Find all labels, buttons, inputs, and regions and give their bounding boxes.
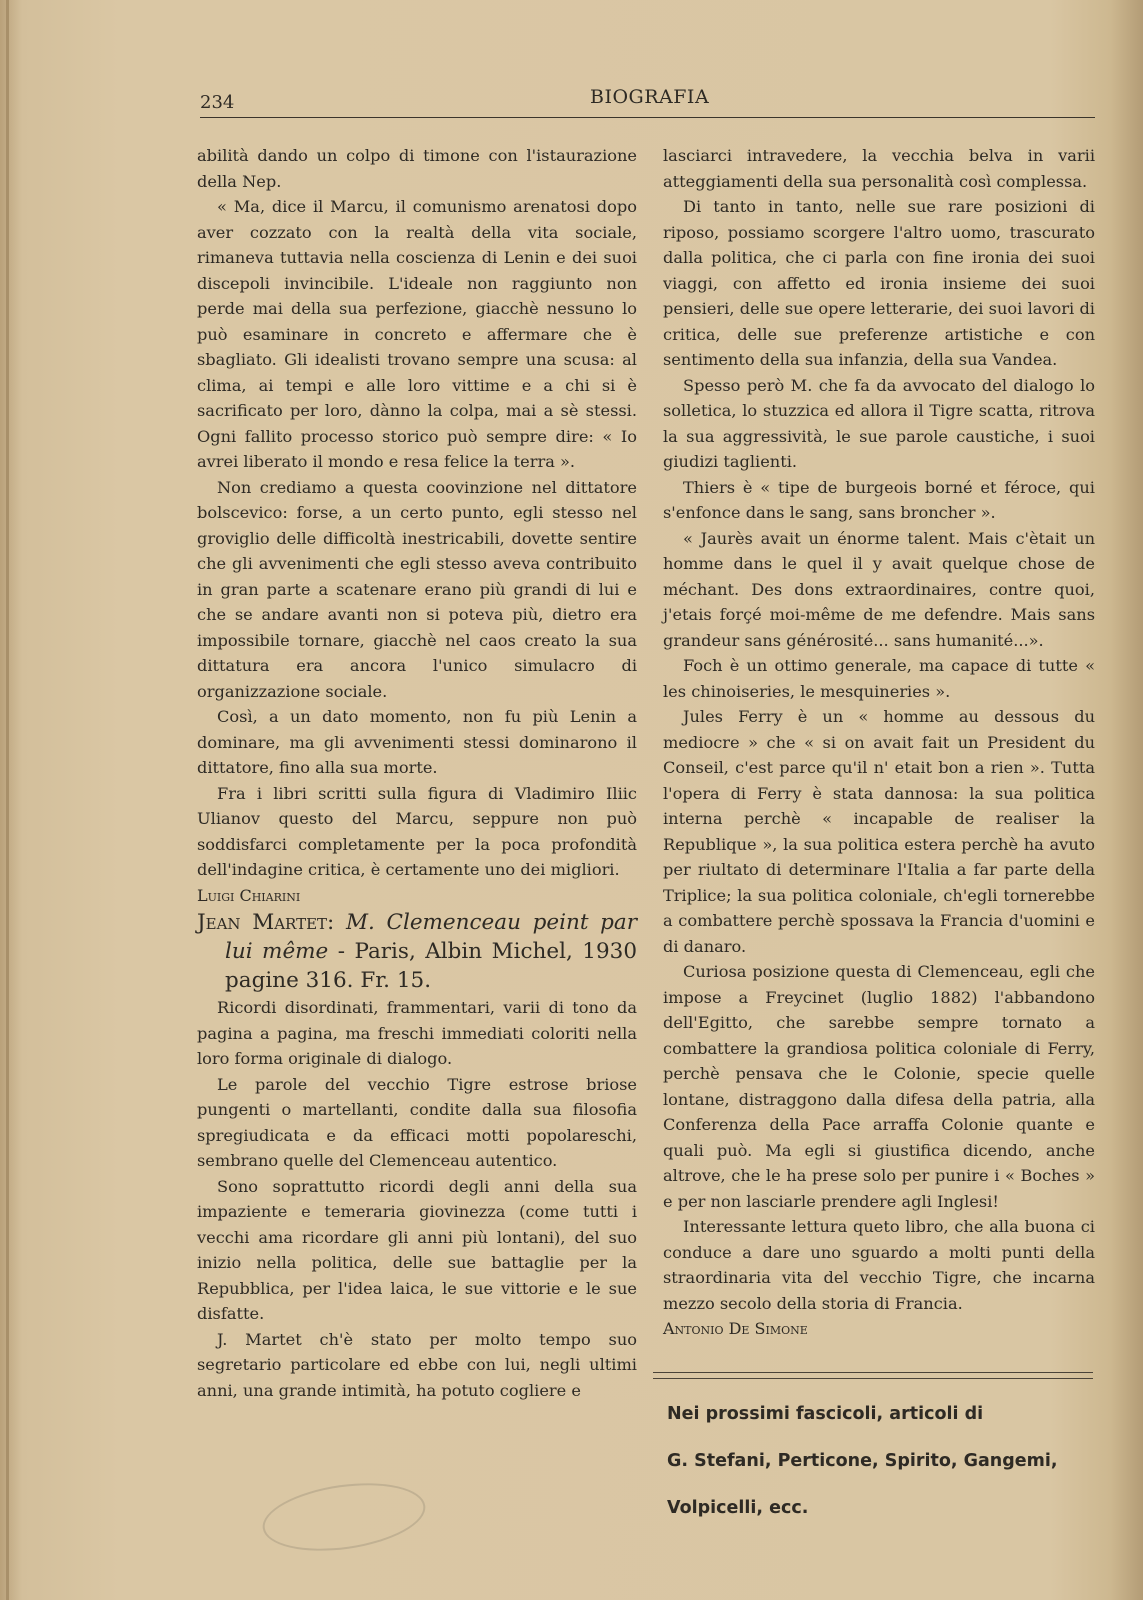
paragraph: Di tanto in tanto, nelle sue rare posizioni di riposo, possiamo scorgere l'altro uomo, trascurato dalla politica, che ci parla con fine ironia dei suoi viaggi, con affetto ed ironia insieme dei suoi pensieri, delle sue opere letterarie, dei suoi lavori di critica, delle sue preferenze artistiche e con sentimento della sua infanzia, della sua Vandea. xyxy=(663,197,1095,369)
signature: Antonio De Simone xyxy=(663,1319,808,1338)
paragraph: Così, a un dato momento, non fu più Lenin a dominare, ma gli avvenimenti stessi dominarono il dittatore, fino alla sua morte. xyxy=(197,707,637,777)
page-number: 234 xyxy=(200,92,235,113)
paragraph: J. Martet ch'è stato per molto tempo suo segretario particolare ed ebbe con lui, negli ultimi anni, una grande intimità, ha potuto cogliere e xyxy=(197,1329,637,1400)
paragraph: « Ma, dice il Marcu, il comunismo arenatosi dopo aver cozzato con la realtà della vita sociale, rimaneva tuttavia nella coscienza di Lenin e dei suoi discepoli invincibile. L'ideale non raggiunto non perde mai della sua perfezione, giacchè nessuno lo può esaminare in concreto e affermare che è sbagliato. Gli idealisti trovano sempre una scusa: al clima, ai tempi e alle loro vittime e a chi si è sacrificato per loro, dànno la colpa, mai a sè stessi. Ogni fallito processo storico può sempre dire: « Io avrei liberato il mondo e resa felice la terra ». xyxy=(197,197,637,471)
paragraph: Ricordi disordinati, frammentari, varii di tono da pagina a pagina, ma freschi immediati coloriti nella loro forma originale di dialogo. xyxy=(197,998,637,1068)
left-column xyxy=(197,143,637,1403)
paragraph: Le parole del vecchio Tigre estrose briose pungenti o martellanti, condite dalla sua filosofia spregiudicata e da efficaci motti popolareschi, sembrano quelle del Clemenceau autentico. xyxy=(197,1074,637,1170)
paragraph: Fra i libri scritti sulla figura di Vladimiro Iliic Ulianov questo del Marcu, seppure non può soddisfarci completamente per la poca profondità dell'indagine critica, è certamente uno dei migliori. xyxy=(197,783,637,879)
forthcoming-announcement xyxy=(667,1391,1095,1532)
paragraph: Interessante lettura queto libro, che alla buona ci conduce a dare uno sguardo a molti punti della straordinaria vita del vecchio Tigre, che incarna mezzo secolo della storia di Francia. xyxy=(663,1217,1095,1313)
paragraph: Jules Ferry è un « homme au dessous du mediocre » che « si on avait fait un President du Conseil, c'est parce qu'il n' etait bon a rien ». Tutta l'opera di Ferry è stata dannosa: la sua politica interna perchè « incapable de realiser la Republique », la sua politica estera perchè ha avuto per riultato di determinare l'Italia a far parte della Triplice; la sua politica coloniale, ch'egli tornerebbe a combattere perchè spossava la Francia d'uomini e di danaro. xyxy=(663,707,1095,956)
paragraph: Non crediamo a questa coovinzione nel dittatore bolscevico: forse, a un certo punto, egli stesso nel groviglio delle difficoltà inestricabili, dovette sentire che gli avvenimenti che egli stesso aveva contribuito in gran parte a scatenare erano più grandi di lui e che se andare avanti non si poteva più, dietro era impossibile tornare, giacchè nel caos creato la sua dittatura era ancora l'unico simulacro di organizzazione sociale. xyxy=(197,477,637,701)
paragraph: Curiosa posizione questa di Clemenceau, egli che impose a Freycinet (luglio 1882) l'abbandono dell'Egitto, che sarebbe sempre tornato a combattere la grandiosa politica coloniale di Ferry, perchè pensava che le Colonie, specie quelle lontane, distraggono dalla difesa della patria, alla Conferenza della Pace arraffa Colonie quante e quali può. Ma egli si giustifica dicendo, anche altrove, che le ha prese solo per punire i « Boches » e per non lasciarle prendere agli Inglesi! xyxy=(663,962,1095,1211)
announcement-line: Volpicelli, ecc. xyxy=(667,1497,809,1518)
running-head: BIOGRAFIA xyxy=(590,86,710,108)
header-rule xyxy=(200,117,1095,118)
review-title: M. Clemenceau peint par lui même xyxy=(225,910,637,964)
paragraph: Foch è un ottimo generale, ma capace di tutte « les chinoiseries, le mesquineries ». xyxy=(663,656,1095,701)
right-column xyxy=(663,143,1095,1532)
announcement-line: G. Stefani, Perticone, Spirito, Gangemi, xyxy=(667,1450,1058,1471)
review-heading: Jean Martet: M. Clemenceau peint par lui même - Paris, Albin Michel, 1930 pagine 316. Fr. 15. xyxy=(197,910,637,993)
page-spine-shadow xyxy=(6,0,9,1600)
paragraph: abilità dando un colpo di timone con l'istaurazione della Nep. xyxy=(197,146,637,191)
paragraph: Sono soprattutto ricordi degli anni della sua impaziente e temeraria giovinezza (come tutti i vecchi ama ricordare gli anni più lontani), del suo inizio nella politica, delle sue battaglie per la Repubblica, per l'idea laica, le sue vittorie e le sue disfatte. xyxy=(197,1176,637,1323)
section-divider xyxy=(653,1372,1093,1379)
review-author: Jean Martet xyxy=(197,910,328,935)
paragraph: « Jaurès avait un énorme talent. Mais c'ètait un homme dans le quel il y avait quelque chose de méchant. Des dons extraordinaires, contre quoi, j'etais forçé moi-même de me defendre. Mais sans grandeur sans générosité... sans humanité...». xyxy=(663,528,1095,650)
signature: Luigi Chiarini xyxy=(197,885,301,905)
page-header xyxy=(200,86,1095,126)
paragraph: lasciarci intravedere, la vecchia belva in varii atteggiamenti della sua personalità così complessa. xyxy=(663,146,1095,191)
paragraph: Thiers è « tipe de burgeois borné et féroce, qui s'enfonce dans le sang, sans broncher ». xyxy=(663,477,1095,522)
review-publication: - Paris, Albin Michel, 1930 pagine 316. Fr. 15. xyxy=(225,939,637,993)
paragraph: Spesso però M. che fa da avvocato del dialogo lo solletica, lo stuzzica ed allora il Tigre scatta, ritrova la sua aggressività, le sue parole caustiche, i suoi giudizi taglienti. xyxy=(663,375,1095,471)
library-stamp xyxy=(258,1474,429,1560)
announcement-line: Nei prossimi fascicoli, articoli di xyxy=(667,1403,984,1424)
